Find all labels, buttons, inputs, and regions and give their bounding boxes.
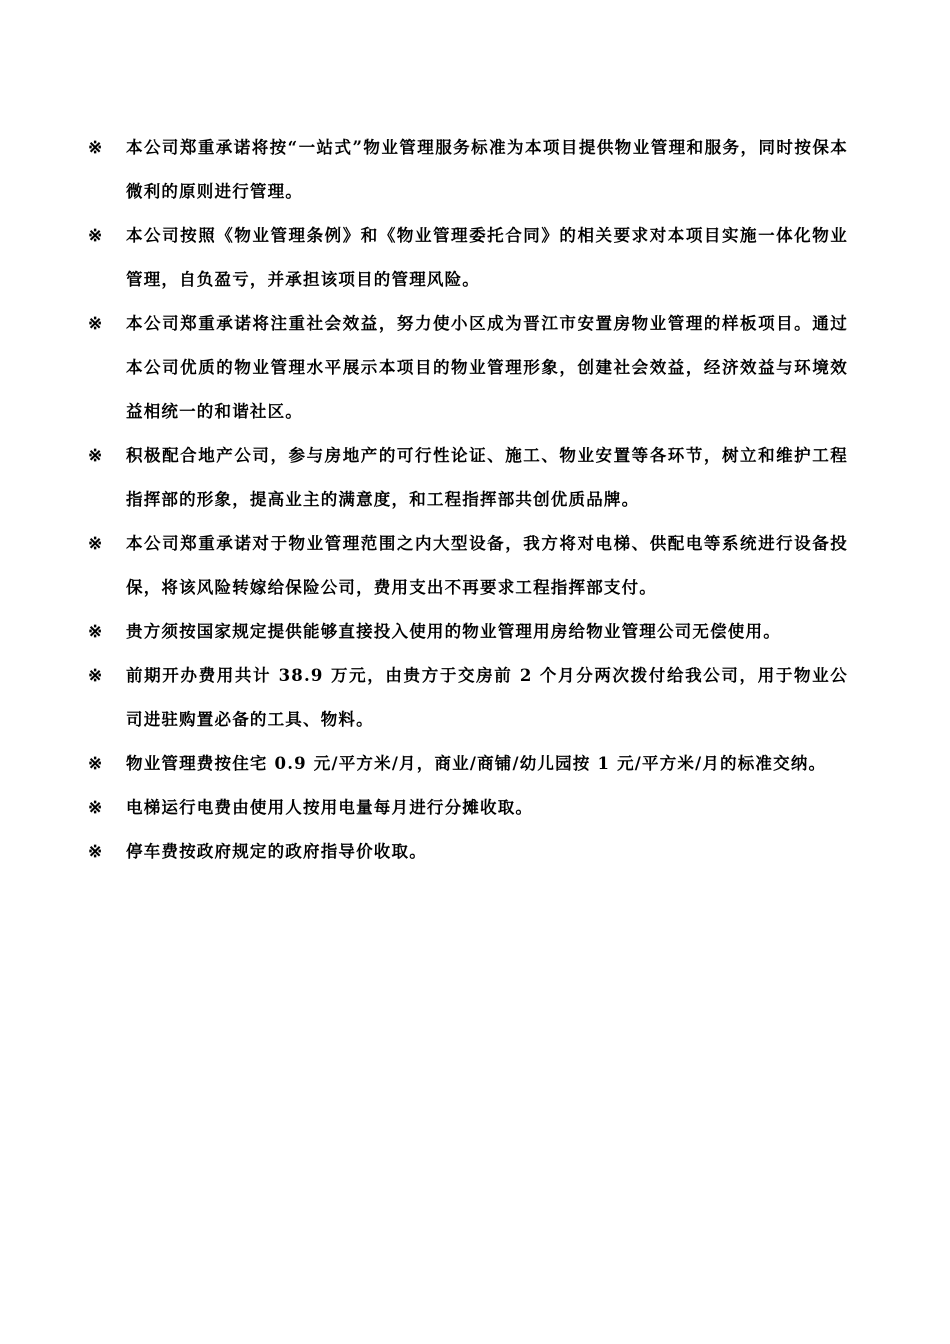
list-item	[88, 522, 848, 610]
list-item	[88, 434, 848, 522]
commitment-list	[88, 126, 848, 874]
list-item	[88, 302, 848, 434]
reference-mark-icon: ※	[88, 226, 103, 246]
list-item-text: 本公司郑重承诺对于物业管理范围之内大型设备，我方将对电梯、供配电等系统进行设备投保，将该风险转嫁给保险公司，费用支出不再要求工程指挥部支付。	[126, 534, 848, 597]
list-item-text: 积极配合地产公司，参与房地产的可行性论证、施工、物业安置等各环节，树立和维护工程指挥部的形象，提高业主的满意度，和工程指挥部共创优质品牌。	[126, 446, 848, 509]
list-item-text: 本公司郑重承诺将按“一站式”物业管理服务标准为本项目提供物业管理和服务，同时按保本微利的原则进行管理。	[126, 138, 848, 201]
list-item	[88, 830, 848, 874]
list-item	[88, 654, 848, 742]
list-item	[88, 126, 848, 214]
list-item	[88, 610, 848, 654]
list-item-text: 前期开办费用共计 38.9 万元，由贵方于交房前 2 个月分两次拨付给我公司，用于物业公司进驻购置必备的工具、物料。	[126, 666, 848, 729]
list-item-text: 本公司按照《物业管理条例》和《物业管理委托合同》的相关要求对本项目实施一体化物业管理，自负盈亏，并承担该项目的管理风险。	[126, 226, 848, 289]
reference-mark-icon: ※	[88, 534, 103, 554]
list-item-text: 电梯运行电费由使用人按用电量每月进行分摊收取。	[126, 798, 534, 817]
list-item-text: 贵方须按国家规定提供能够直接投入使用的物业管理用房给物业管理公司无偿使用。	[126, 622, 781, 641]
reference-mark-icon: ※	[88, 754, 103, 774]
list-item	[88, 786, 848, 830]
list-item	[88, 742, 848, 786]
reference-mark-icon: ※	[88, 314, 103, 334]
reference-mark-icon: ※	[88, 446, 103, 466]
reference-mark-icon: ※	[88, 842, 103, 862]
reference-mark-icon: ※	[88, 138, 103, 158]
reference-mark-icon: ※	[88, 622, 103, 642]
list-item-text: 停车费按政府规定的政府指导价收取。	[126, 842, 427, 861]
list-item-text: 物业管理费按住宅 0.9 元/平方米/月，商业/商铺/幼儿园按 1 元/平方米/月的标准交纳。	[126, 754, 827, 773]
list-item-text: 本公司郑重承诺将注重社会效益，努力使小区成为晋江市安置房物业管理的样板项目。通过本公司优质的物业管理水平展示本项目的物业管理形象，创建社会效益，经济效益与环境效益相统一的和谐社区。	[126, 314, 848, 421]
list-item	[88, 214, 848, 302]
reference-mark-icon: ※	[88, 798, 103, 818]
reference-mark-icon: ※	[88, 666, 103, 686]
